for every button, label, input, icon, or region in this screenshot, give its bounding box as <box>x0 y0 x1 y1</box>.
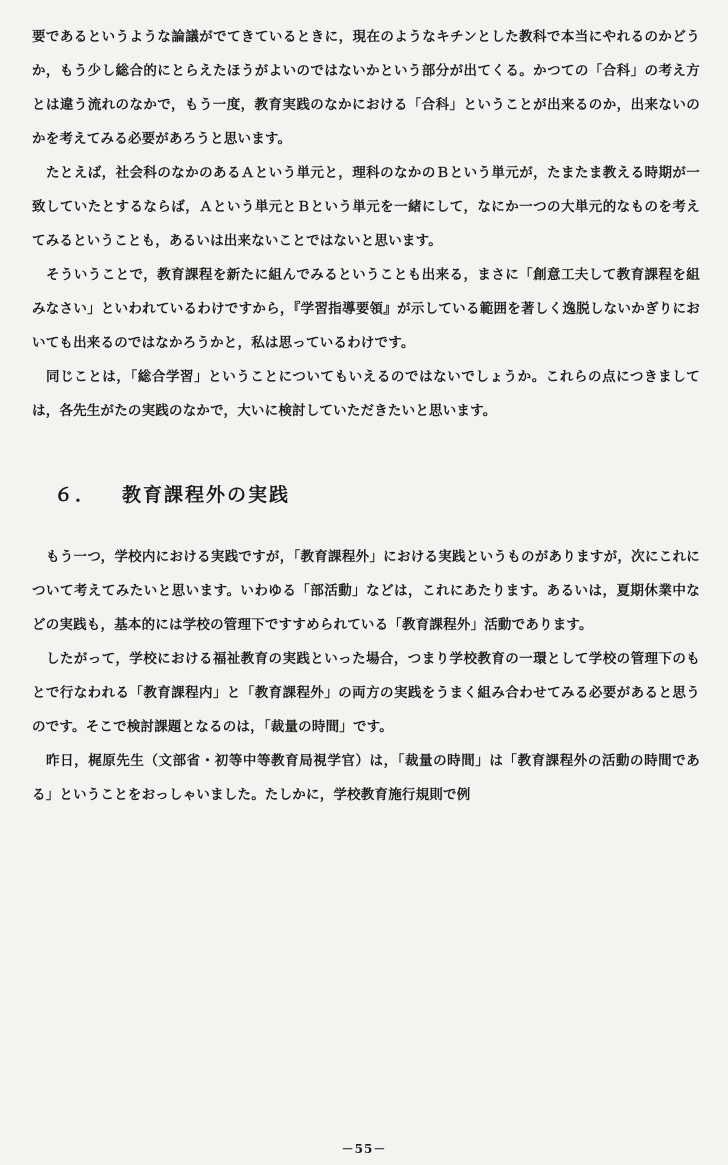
paragraph-integrated-study: 同じことは，「総合学習」ということについてもいえるのではないでしょうか。これらの点につきましては，各先生がたの実践のなかで，大いに検討していただきたいと思います。 <box>32 369 700 419</box>
paragraph-continuation: 要であるというような論議がでてきているときに，現在のようなキチンとした教科で本当にやれるのかどうか，もう少し総合的にとらえたほうがよいのではないかという部分が出てくる。かつての「合科」の考え方とは違う流れのなかで，もう一度，教育実践のなかにおける「合科」ということが出来るのか，出来ないのかを考えてみる必要があろうと思います。 <box>32 29 700 147</box>
paragraph-extracurricular-intro: もう一つ，学校内における実践ですが，「教育課程外」における実践というものがありますが，次にこれについて考えてみたいと思います。いわゆる「部活動」などは，これにあたります。あるいは，夏期休業中などの実践も，基本的には学校の管理下ですすめられている「教育課程外」活動であります。 <box>32 549 700 633</box>
page-number: －55－ <box>341 1142 387 1156</box>
paragraph-curriculum-design: そういうことで，教育課程を新たに組んでみるということも出来る，まさに「創意工夫して教育課程を組みなさい」といわれているわけですから，『学習指導要領』が示している範囲を著しく逸脱しないかぎりにおいても出来るのではなかろうかと，私は思っているわけです。 <box>32 267 700 351</box>
paragraph-discretionary-time: 昨日，梶原先生（文部省・初等中等教育局視学官）は，「裁量の時間」は「教育課程外の活動の時間である」ということをおっしゃいました。たしかに，学校教育施行規則で例 <box>32 753 700 803</box>
section-heading <box>54 480 700 510</box>
paragraph-combination: したがって，学校における福祉教育の実践といった場合，つまり学校教育の一環として学校の管理下のもとで行なわれる「教育課程内」と「教育課程外」の両方の実践をうまく組み合わせてみる必要があると思うのです。そこで検討課題となるのは，「裁量の時間」です。 <box>32 651 700 735</box>
section-title: 教育課程外の実践 <box>122 484 291 506</box>
section-number: ６． <box>54 484 97 506</box>
paragraph-unit-example: たとえば，社会科のなかのあるＡという単元と，理科のなかのＢという単元が，たまたま教える時期が一致していたとするならば，Ａという単元とＢという単元を一緒にして，なにか一つの大単元的なものを考えてみるということも，あるいは出来ないことではないと思います。 <box>32 165 700 249</box>
